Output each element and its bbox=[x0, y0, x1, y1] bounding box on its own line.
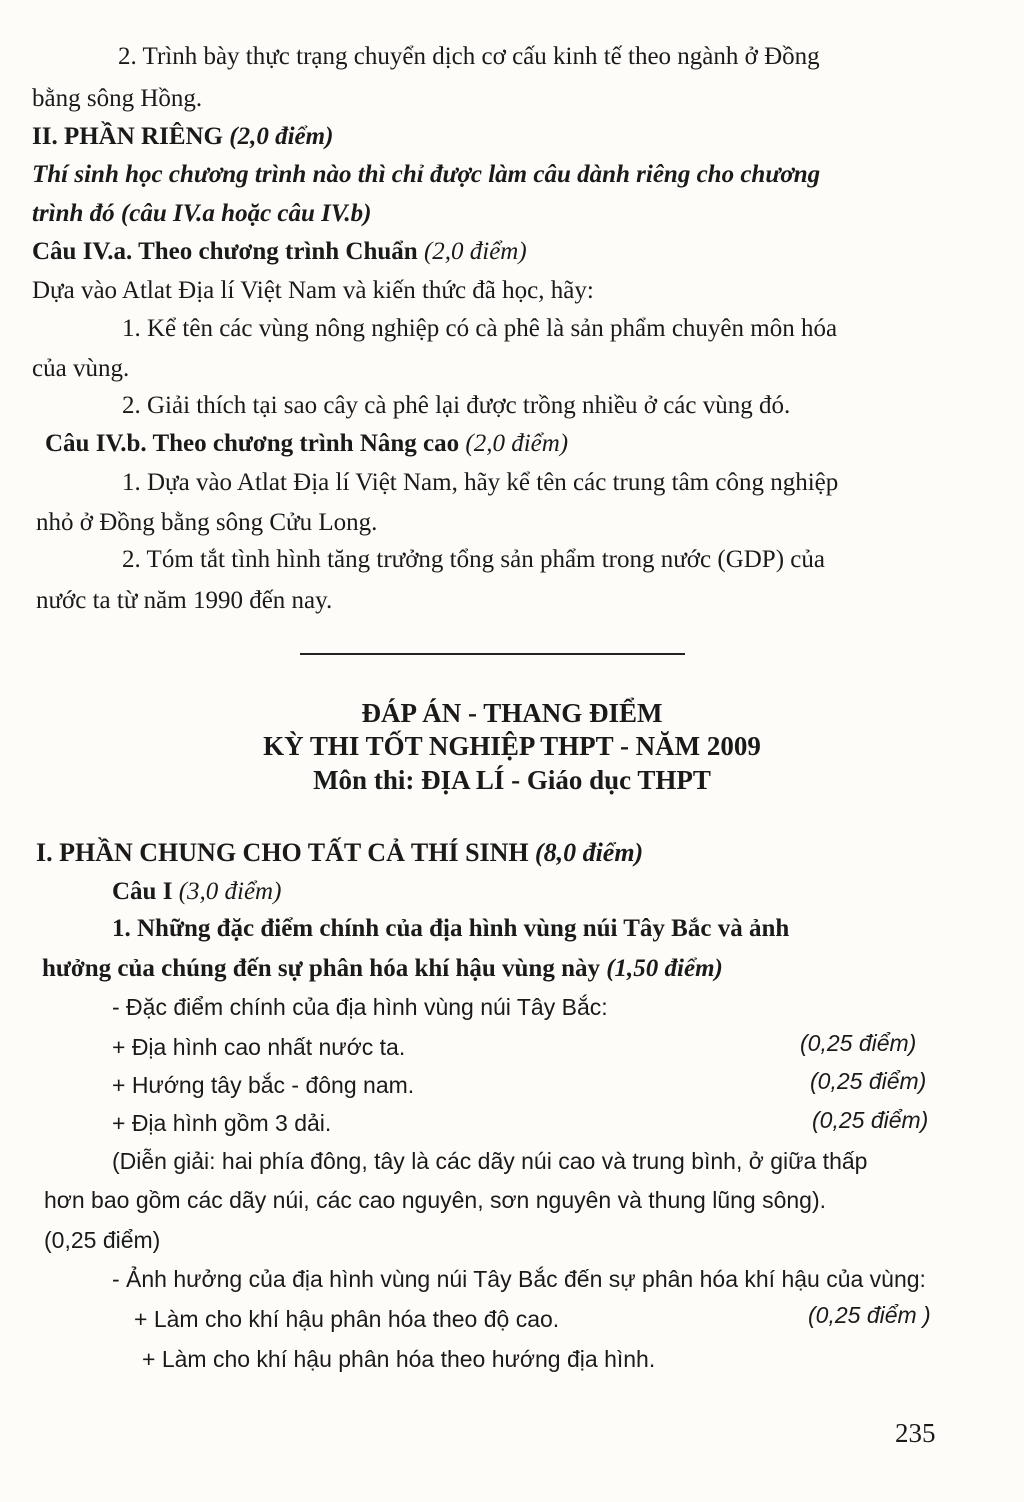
q4b-item2-line2: nước ta từ năm 1990 đến nay. bbox=[36, 587, 333, 614]
q1-points: (3,0 điểm) bbox=[178, 878, 282, 905]
answer-title-line1: ĐÁP ÁN - THANG ĐIỂM bbox=[361, 698, 663, 728]
explain-score: (0,25 điểm) bbox=[44, 1227, 161, 1253]
q4b-points: (2,0 điểm) bbox=[465, 430, 569, 457]
q4b-heading: Câu IV.b. Theo chương trình Nâng cao bbox=[45, 430, 460, 457]
q4a-points: (2,0 điểm) bbox=[423, 238, 527, 265]
q4b-item1-line1: 1. Dựa vào Atlat Địa lí Việt Nam, hãy kể tên các trung tâm công nghiệp bbox=[122, 469, 839, 496]
feature-3-score: (0,25 điểm) bbox=[812, 1107, 929, 1133]
answer-title-line2: KỲ THI TỐT NGHIỆP THPT - NĂM 2009 bbox=[263, 731, 761, 761]
feature-heading: - Đặc điểm chính của địa hình vùng núi Tây Bắc: bbox=[112, 994, 608, 1020]
q1-heading-line bbox=[112, 877, 281, 907]
part1-points: (8,0 điểm) bbox=[534, 838, 644, 867]
q4b-item1-line2: nhỏ ở Đồng bằng sông Cửu Long. bbox=[36, 509, 378, 536]
feature-1: + Địa hình cao nhất nước ta. bbox=[112, 1034, 406, 1060]
section-divider bbox=[300, 653, 685, 655]
sub1-line1: 1. Những đặc điểm chính của địa hình vùng núi Tây Bắc và ảnh bbox=[112, 915, 790, 942]
question-2-line2: bằng sông Hồng. bbox=[32, 85, 203, 112]
answer-title-line3: Môn thi: ĐỊA LÍ - Giáo dục THPT bbox=[313, 765, 711, 795]
influence-2: + Làm cho khí hậu phân hóa theo hướng địa hình. bbox=[142, 1346, 656, 1372]
q1-label: Câu I bbox=[112, 878, 173, 905]
feature-2: + Hướng tây bắc - đông nam. bbox=[112, 1072, 415, 1098]
sub1-line2: hưởng của chúng đến sự phân hóa khí hậu vùng này bbox=[42, 955, 600, 982]
part2-note-line1: Thí sinh học chương trình nào thì chỉ được làm câu dành riêng cho chương bbox=[32, 161, 821, 188]
q4a-heading: Câu IV.a. Theo chương trình Chuẩn bbox=[32, 238, 418, 265]
q4a-item1-line1: 1. Kể tên các vùng nông nghiệp có cà phê là sản phẩm chuyên môn hóa bbox=[122, 315, 838, 342]
influence-1-score: (0,25 điểm ) bbox=[808, 1302, 931, 1328]
part2-heading-line bbox=[32, 122, 333, 152]
feature-3: + Địa hình gồm 3 dải. bbox=[112, 1110, 332, 1136]
q4a-item2: 2. Giải thích tại sao cây cà phê lại được trồng nhiều ở các vùng đó. bbox=[122, 392, 791, 419]
sub1-points: (1,50 điểm) bbox=[606, 955, 723, 982]
q4a-heading-line bbox=[32, 237, 527, 267]
influence-heading: - Ảnh hưởng của địa hình vùng núi Tây Bắc đến sự phân hóa khí hậu của vùng: bbox=[112, 1266, 926, 1292]
part1-heading-line bbox=[36, 838, 643, 869]
explain-line2: hơn bao gồm các dãy núi, các cao nguyên, sơn nguyên và thung lũng sông). bbox=[44, 1187, 827, 1213]
q4a-item1-line2: của vùng. bbox=[32, 355, 130, 382]
feature-2-score: (0,25 điểm) bbox=[810, 1068, 927, 1094]
q4b-heading-line bbox=[45, 429, 568, 459]
q4a-intro: Dựa vào Atlat Địa lí Việt Nam và kiến thức đã học, hãy: bbox=[32, 277, 594, 304]
feature-1-score: (0,25 điểm) bbox=[800, 1030, 917, 1056]
page-number: 235 bbox=[895, 1418, 936, 1448]
part2-note-line2: trình đó (câu IV.a hoặc câu IV.b) bbox=[32, 200, 372, 227]
part1-heading: I. PHẦN CHUNG CHO TẤT CẢ THÍ SINH bbox=[36, 838, 529, 867]
influence-1: + Làm cho khí hậu phân hóa theo độ cao. bbox=[134, 1306, 560, 1332]
explain-line1: (Diễn giải: hai phía đông, tây là các dãy núi cao và trung bình, ở giữa thấp bbox=[112, 1148, 868, 1174]
part2-heading: II. PHẦN RIÊNG bbox=[32, 123, 223, 150]
part2-points: (2,0 điểm) bbox=[229, 123, 334, 150]
q4b-item2-line1: 2. Tóm tắt tình hình tăng trưởng tổng sản phẩm trong nước (GDP) của bbox=[122, 546, 825, 573]
question-2-line1: 2. Trình bày thực trạng chuyển dịch cơ cấu kinh tế theo ngành ở Đồng bbox=[118, 43, 820, 70]
sub1-line2-wrap bbox=[42, 954, 723, 984]
